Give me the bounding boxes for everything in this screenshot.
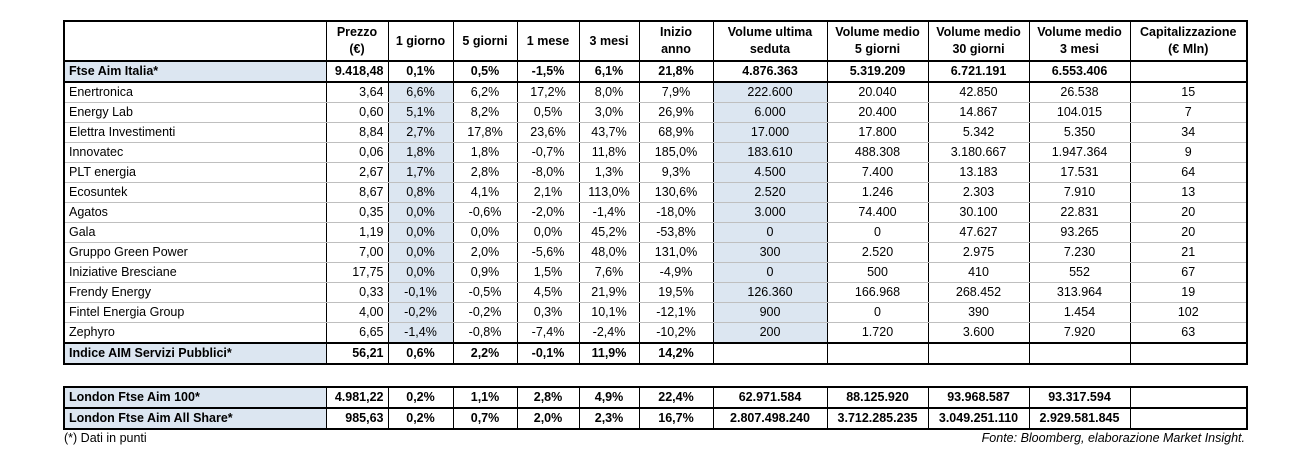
table-cell: 1 mese — [517, 21, 579, 61]
table-cell: 8,67 — [326, 183, 388, 203]
table-cell: 1.720 — [827, 323, 928, 344]
table-cell: 0,0% — [388, 243, 453, 263]
table-cell: 88.125.920 — [827, 387, 928, 408]
table-cell: 3.000 — [713, 203, 827, 223]
table-cell: 67 — [1130, 263, 1247, 283]
table-cell: 1,5% — [517, 263, 579, 283]
table-cell: 390 — [928, 303, 1029, 323]
table-cell: 20 — [1130, 223, 1247, 243]
table-cell: -2,4% — [579, 323, 639, 344]
table-cell: 6,6% — [388, 82, 453, 103]
table-cell — [1130, 387, 1247, 408]
table-cell: 6,65 — [326, 323, 388, 344]
table-cell: 3,0% — [579, 103, 639, 123]
table-cell: 0,0% — [388, 223, 453, 243]
table-cell: 22,4% — [639, 387, 713, 408]
table-cell: 1.246 — [827, 183, 928, 203]
table-cell: 0,7% — [453, 408, 517, 429]
table-cell: -0,2% — [453, 303, 517, 323]
table-cell: 7.910 — [1029, 183, 1130, 203]
table-cell: 2,0% — [517, 408, 579, 429]
table-cell: 2.929.581.845 — [1029, 408, 1130, 429]
table-cell: -7,4% — [517, 323, 579, 344]
table-cell: 2.520 — [713, 183, 827, 203]
table-cell: 7 — [1130, 103, 1247, 123]
row-label — [64, 21, 326, 61]
table-cell: Volume medio 3 mesi — [1029, 21, 1130, 61]
table-cell: 1,19 — [326, 223, 388, 243]
table-cell: -0,1% — [388, 283, 453, 303]
table-cell: 17,75 — [326, 263, 388, 283]
table-cell: Inizio anno — [639, 21, 713, 61]
table-row — [64, 303, 1247, 323]
table-cell: 19 — [1130, 283, 1247, 303]
table-cell: 7,6% — [579, 263, 639, 283]
table-cell: 63 — [1130, 323, 1247, 344]
table-cell: 488.308 — [827, 143, 928, 163]
table-cell: 552 — [1029, 263, 1130, 283]
table-cell: Prezzo (€) — [326, 21, 388, 61]
table-row — [64, 203, 1247, 223]
table-cell: 2,7% — [388, 123, 453, 143]
table-cell: 93.968.587 — [928, 387, 1029, 408]
table-cell: 21,8% — [639, 61, 713, 82]
table-cell: 7,9% — [639, 82, 713, 103]
table-cell: 5.350 — [1029, 123, 1130, 143]
row-label: Gala — [64, 223, 326, 243]
table-cell: 6.553.406 — [1029, 61, 1130, 82]
index-row-aim-servizi-pubblici — [64, 343, 1247, 364]
table-cell: -8,0% — [517, 163, 579, 183]
table-cell: 0,6% — [388, 343, 453, 364]
table-cell: 6.000 — [713, 103, 827, 123]
table-cell: 1,1% — [453, 387, 517, 408]
table-cell: 3.712.285.235 — [827, 408, 928, 429]
table-cell: 2.303 — [928, 183, 1029, 203]
table-cell: 6.721.191 — [928, 61, 1029, 82]
table-cell: 0,8% — [388, 183, 453, 203]
table-row — [64, 323, 1247, 344]
table-cell — [1130, 408, 1247, 429]
table-cell: 0,1% — [388, 61, 453, 82]
table-cell: Volume ultima seduta — [713, 21, 827, 61]
table-cell: 20.040 — [827, 82, 928, 103]
table-cell: 2,3% — [579, 408, 639, 429]
table-cell: -4,9% — [639, 263, 713, 283]
table-cell: 0,2% — [388, 387, 453, 408]
row-label: Enertronica — [64, 82, 326, 103]
table-cell: -10,2% — [639, 323, 713, 344]
table-cell: 0,33 — [326, 283, 388, 303]
table-cell: 6,2% — [453, 82, 517, 103]
table-cell: 2,0% — [453, 243, 517, 263]
table-cell: -0,1% — [517, 343, 579, 364]
table-row — [64, 82, 1247, 103]
table-row — [64, 123, 1247, 143]
table-cell: 20.400 — [827, 103, 928, 123]
table-cell: 17.800 — [827, 123, 928, 143]
table-row — [64, 263, 1247, 283]
table-cell: 102 — [1130, 303, 1247, 323]
row-label: Indice AIM Servizi Pubblici* — [64, 343, 326, 364]
table-cell: 268.452 — [928, 283, 1029, 303]
table-cell: -0,6% — [453, 203, 517, 223]
london-index-row — [64, 387, 1247, 408]
table-cell: 1.947.364 — [1029, 143, 1130, 163]
row-label: Gruppo Green Power — [64, 243, 326, 263]
table-cell: -18,0% — [639, 203, 713, 223]
table-cell: 4,1% — [453, 183, 517, 203]
row-label: Frendy Energy — [64, 283, 326, 303]
row-label: Energy Lab — [64, 103, 326, 123]
table-cell: 183.610 — [713, 143, 827, 163]
london-table-body — [64, 387, 1247, 429]
table-cell: -2,0% — [517, 203, 579, 223]
table-row — [64, 103, 1247, 123]
table-cell: 21,9% — [579, 283, 639, 303]
table-cell: 9.418,48 — [326, 61, 388, 82]
table-cell: -0,5% — [453, 283, 517, 303]
table-cell: 985,63 — [326, 408, 388, 429]
row-label: Agatos — [64, 203, 326, 223]
table-cell: 26.538 — [1029, 82, 1130, 103]
london-table — [63, 386, 1248, 430]
table-cell: -0,8% — [453, 323, 517, 344]
table-cell: 15 — [1130, 82, 1247, 103]
table-cell: 500 — [827, 263, 928, 283]
table-cell: 166.968 — [827, 283, 928, 303]
table-cell: 2.520 — [827, 243, 928, 263]
table-cell: 5.342 — [928, 123, 1029, 143]
table-cell: 2.975 — [928, 243, 1029, 263]
table-cell: 0 — [713, 223, 827, 243]
table-cell: 9 — [1130, 143, 1247, 163]
table-cell: 2,8% — [517, 387, 579, 408]
table-cell: 1 giorno — [388, 21, 453, 61]
footnote: (*) Dati in punti — [64, 431, 147, 445]
table-cell: 222.600 — [713, 82, 827, 103]
table-cell: -1,4% — [388, 323, 453, 344]
table-cell: 104.015 — [1029, 103, 1130, 123]
table-cell: 2,2% — [453, 343, 517, 364]
table-cell: 113,0% — [579, 183, 639, 203]
table-cell: 7.230 — [1029, 243, 1130, 263]
table-cell: 0 — [713, 263, 827, 283]
table-row — [64, 283, 1247, 303]
table-cell: 4,00 — [326, 303, 388, 323]
table-cell: 48,0% — [579, 243, 639, 263]
table-cell: 4.981,22 — [326, 387, 388, 408]
table-cell: 13 — [1130, 183, 1247, 203]
table-cell: 1,8% — [453, 143, 517, 163]
table-cell: 42.850 — [928, 82, 1029, 103]
table-cell: 11,9% — [579, 343, 639, 364]
table-cell: 0,06 — [326, 143, 388, 163]
table-cell: 16,7% — [639, 408, 713, 429]
row-label: London Ftse Aim 100* — [64, 387, 326, 408]
table-cell: 0,0% — [453, 223, 517, 243]
row-label: Iniziative Bresciane — [64, 263, 326, 283]
table-cell: 14,2% — [639, 343, 713, 364]
table-cell: 17.531 — [1029, 163, 1130, 183]
table-cell: 185,0% — [639, 143, 713, 163]
table-cell: 14.867 — [928, 103, 1029, 123]
table-cell: 26,9% — [639, 103, 713, 123]
table-cell: 4.500 — [713, 163, 827, 183]
table-cell: 3.049.251.110 — [928, 408, 1029, 429]
row-label: Innovatec — [64, 143, 326, 163]
table-cell: 3.600 — [928, 323, 1029, 344]
table-cell: 47.627 — [928, 223, 1029, 243]
table-cell: 6,1% — [579, 61, 639, 82]
table-cell: Capitalizzazione (€ Mln) — [1130, 21, 1247, 61]
table-cell: 0,0% — [388, 203, 453, 223]
table-cell: 0,35 — [326, 203, 388, 223]
table-cell: 20 — [1130, 203, 1247, 223]
table-cell: 131,0% — [639, 243, 713, 263]
table-cell: 2,1% — [517, 183, 579, 203]
table-cell: 3.180.667 — [928, 143, 1029, 163]
table-cell: 7,00 — [326, 243, 388, 263]
table-cell: -5,6% — [517, 243, 579, 263]
table-cell: 313.964 — [1029, 283, 1130, 303]
table-cell: Volume medio 5 giorni — [827, 21, 928, 61]
table-cell: 900 — [713, 303, 827, 323]
table-cell: 45,2% — [579, 223, 639, 243]
table-cell: 4,5% — [517, 283, 579, 303]
table-cell — [1029, 343, 1130, 364]
table-cell: 0,9% — [453, 263, 517, 283]
table-cell: 200 — [713, 323, 827, 344]
table-cell: 3,64 — [326, 82, 388, 103]
table-cell: 8,84 — [326, 123, 388, 143]
table-cell: 8,2% — [453, 103, 517, 123]
table-cell: 34 — [1130, 123, 1247, 143]
table-cell: 5 giorni — [453, 21, 517, 61]
table-cell: 43,7% — [579, 123, 639, 143]
table-cell: 9,3% — [639, 163, 713, 183]
table-cell: 0,3% — [517, 303, 579, 323]
table-cell: 130,6% — [639, 183, 713, 203]
table-cell: 1,3% — [579, 163, 639, 183]
table-cell: 19,5% — [639, 283, 713, 303]
table-cell: Volume medio 30 giorni — [928, 21, 1029, 61]
table-cell: -1,4% — [579, 203, 639, 223]
table-cell: 7.920 — [1029, 323, 1130, 344]
row-label: London Ftse Aim All Share* — [64, 408, 326, 429]
table-cell: 17,2% — [517, 82, 579, 103]
table-cell: 300 — [713, 243, 827, 263]
market-table — [63, 20, 1248, 365]
table-row — [64, 143, 1247, 163]
main-table-body — [64, 21, 1247, 364]
table-cell: 30.100 — [928, 203, 1029, 223]
table-cell: 5.319.209 — [827, 61, 928, 82]
table-cell: 1,7% — [388, 163, 453, 183]
table-cell: 0,0% — [517, 223, 579, 243]
table-cell: 126.360 — [713, 283, 827, 303]
table-cell: 0,0% — [388, 263, 453, 283]
table-row — [64, 183, 1247, 203]
row-label: Zephyro — [64, 323, 326, 344]
table-cell: -0,7% — [517, 143, 579, 163]
table-cell: 17.000 — [713, 123, 827, 143]
table-cell: 2,8% — [453, 163, 517, 183]
index-row-ftse-aim-italia — [64, 61, 1247, 82]
table-cell: 7.400 — [827, 163, 928, 183]
table-cell: 93.317.594 — [1029, 387, 1130, 408]
table-row — [64, 163, 1247, 183]
table-cell: -12,1% — [639, 303, 713, 323]
table-cell: 8,0% — [579, 82, 639, 103]
source-note: Fonte: Bloomberg, elaborazione Market Insight. — [981, 431, 1245, 445]
table-cell: 0,5% — [453, 61, 517, 82]
table-cell: 17,8% — [453, 123, 517, 143]
table-cell: 0,60 — [326, 103, 388, 123]
table-cell: 11,8% — [579, 143, 639, 163]
row-label: Elettra Investimenti — [64, 123, 326, 143]
table-cell: 21 — [1130, 243, 1247, 263]
table-cell — [713, 343, 827, 364]
header-row — [64, 21, 1247, 61]
table-cell: 5,1% — [388, 103, 453, 123]
table-cell: 4.876.363 — [713, 61, 827, 82]
table-cell: 93.265 — [1029, 223, 1130, 243]
table-cell: 0 — [827, 303, 928, 323]
table-cell — [1130, 61, 1247, 82]
london-index-row — [64, 408, 1247, 429]
table-cell: 68,9% — [639, 123, 713, 143]
table-row — [64, 243, 1247, 263]
table-cell: -53,8% — [639, 223, 713, 243]
row-label: Fintel Energia Group — [64, 303, 326, 323]
table-cell: 0,5% — [517, 103, 579, 123]
table-cell: 23,6% — [517, 123, 579, 143]
table-cell: 0 — [827, 223, 928, 243]
table-cell: -0,2% — [388, 303, 453, 323]
table-cell: -1,5% — [517, 61, 579, 82]
table-cell: 2.807.498.240 — [713, 408, 827, 429]
table-cell: 56,21 — [326, 343, 388, 364]
table-cell — [928, 343, 1029, 364]
table-cell: 1,8% — [388, 143, 453, 163]
table-cell — [1130, 343, 1247, 364]
table-cell: 22.831 — [1029, 203, 1130, 223]
table-cell: 62.971.584 — [713, 387, 827, 408]
table-cell: 13.183 — [928, 163, 1029, 183]
table-cell: 10,1% — [579, 303, 639, 323]
table-cell: 4,9% — [579, 387, 639, 408]
table-row — [64, 223, 1247, 243]
table-cell — [827, 343, 928, 364]
table-cell: 0,2% — [388, 408, 453, 429]
row-label: Ftse Aim Italia* — [64, 61, 326, 82]
table-cell: 74.400 — [827, 203, 928, 223]
row-label: Ecosuntek — [64, 183, 326, 203]
table-cell: 3 mesi — [579, 21, 639, 61]
table-cell: 1.454 — [1029, 303, 1130, 323]
table-cell: 2,67 — [326, 163, 388, 183]
row-label: PLT energia — [64, 163, 326, 183]
table-cell: 64 — [1130, 163, 1247, 183]
table-cell: 410 — [928, 263, 1029, 283]
